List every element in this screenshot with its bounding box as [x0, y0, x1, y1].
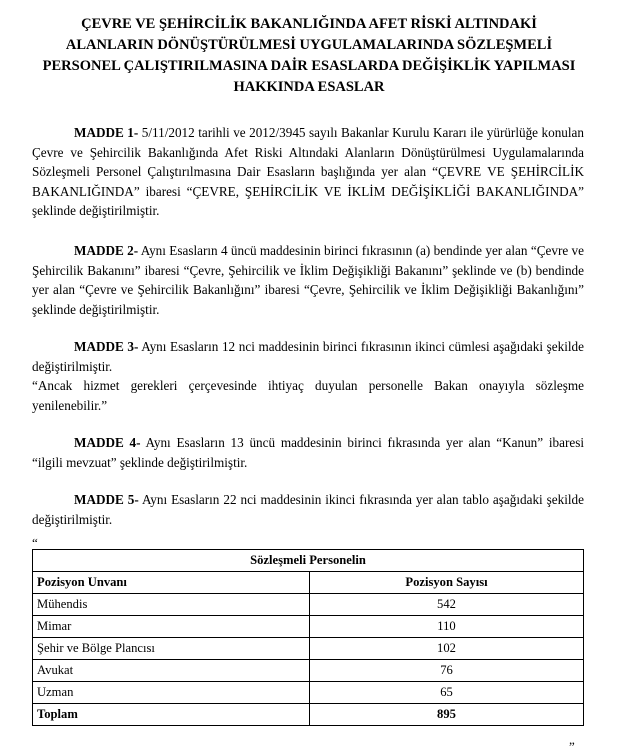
article-2-text: Aynı Esasların 4 üncü maddesinin birinci fıkrasının (a) bendinde yer alan “Çevre ve Şehircilik Bakanını” ibaresi “Çevre, Şehircilik ve İklim Değişikliği Bakanını” şeklinde ve (b) bendinde yer alan “Çevre ve Şehircilik Bakanlığını” ibaresi “Çevre, Şehircilik ve İklim Değişikliği Bakanlığını” şeklinde değiştirilmiştir.	[32, 243, 584, 317]
table-row	[33, 616, 584, 638]
row-title: Avukat	[33, 660, 310, 682]
table-total-row	[33, 704, 584, 726]
article-1	[32, 123, 584, 221]
document-title	[20, 14, 598, 98]
article-2-heading: MADDE 2-	[74, 243, 139, 258]
article-5	[32, 490, 584, 529]
article-4-text: Aynı Esasların 13 üncü maddesinin birinci fıkrasında yer alan “Kanun” ibaresi “ilgili mevzuat” şeklinde değiştirilmiştir.	[32, 435, 584, 470]
title-line-1: ÇEVRE VE ŞEHİRCİLİK BAKANLIĞINDA AFET RİSKİ ALTINDAKİ	[81, 16, 537, 32]
article-2	[32, 241, 584, 319]
title-line-3: PERSONEL ÇALIŞTIRILMASINA DAİR ESASLARDA DEĞİŞİKLİK YAPILMASI	[42, 58, 576, 74]
header-position-title: Pozisyon Unvanı	[33, 572, 310, 594]
total-count: 895	[310, 704, 584, 726]
table-header-row	[33, 572, 584, 594]
table-caption: Sözleşmeli Personelin	[33, 550, 584, 572]
row-title: Uzman	[33, 682, 310, 704]
article-3	[32, 337, 584, 415]
header-position-count: Pozisyon Sayısı	[310, 572, 584, 594]
total-label: Toplam	[33, 704, 310, 726]
table-row	[33, 594, 584, 616]
table-open-quote: “	[32, 535, 38, 550]
row-title: Mimar	[33, 616, 310, 638]
article-1-text: 5/11/2012 tarihli ve 2012/3945 sayılı Bakanlar Kurulu Kararı ile yürürlüğe konulan Çevre ve Şehircilik Bakanlığında Afet Riski Altındaki Alanların Dönüştürülmesi Uygulamalarında Sözleşmeli Personel Çalıştırılmasına Dair Esasların başlığında yer alan “ÇEVRE VE ŞEHİRCİLİK BAKANLIĞINDA” ibaresi “ÇEVRE, ŞEHİRCİLİK VE İKLİM DEĞİŞİKLİĞİ BAKANLIĞINDA” şeklinde değiştirilmiştir.	[32, 125, 584, 218]
article-3-text: Aynı Esasların 12 nci maddesinin birinci fıkrasının ikinci cümlesi aşağıdaki şekilde değiştirilmiştir.	[32, 339, 584, 374]
article-3-heading: MADDE 3-	[74, 339, 139, 354]
row-count: 102	[310, 638, 584, 660]
row-count: 65	[310, 682, 584, 704]
article-5-text: Aynı Esasların 22 nci maddesinin ikinci fıkrasında yer alan tablo aşağıdaki şekilde değiştirilmiştir.	[32, 492, 584, 527]
title-line-2: ALANLARIN DÖNÜŞTÜRÜLMESİ UYGULAMALARINDA SÖZLEŞMELİ	[65, 37, 553, 53]
row-count: 542	[310, 594, 584, 616]
title-line-4: HAKKINDA ESASLAR	[233, 79, 385, 95]
personnel-table	[32, 549, 584, 726]
article-1-heading: MADDE 1-	[74, 125, 139, 140]
row-title: Mühendis	[33, 594, 310, 616]
table-caption-row	[33, 550, 584, 572]
article-5-heading: MADDE 5-	[74, 492, 139, 507]
table-row	[33, 682, 584, 704]
row-title: Şehir ve Bölge Plancısı	[33, 638, 310, 660]
table-row	[33, 660, 584, 682]
row-count: 110	[310, 616, 584, 638]
article-4	[32, 433, 584, 472]
article-3-quote: “Ancak hizmet gerekleri çerçevesinde ihtiyaç duyulan personelle Bakan onayıyla sözleşme yenilenebilir.”	[32, 378, 584, 413]
table-row	[33, 638, 584, 660]
table-close-quote: ”	[569, 739, 575, 754]
article-3-body	[32, 337, 584, 376]
article-4-heading: MADDE 4-	[74, 435, 141, 450]
row-count: 76	[310, 660, 584, 682]
